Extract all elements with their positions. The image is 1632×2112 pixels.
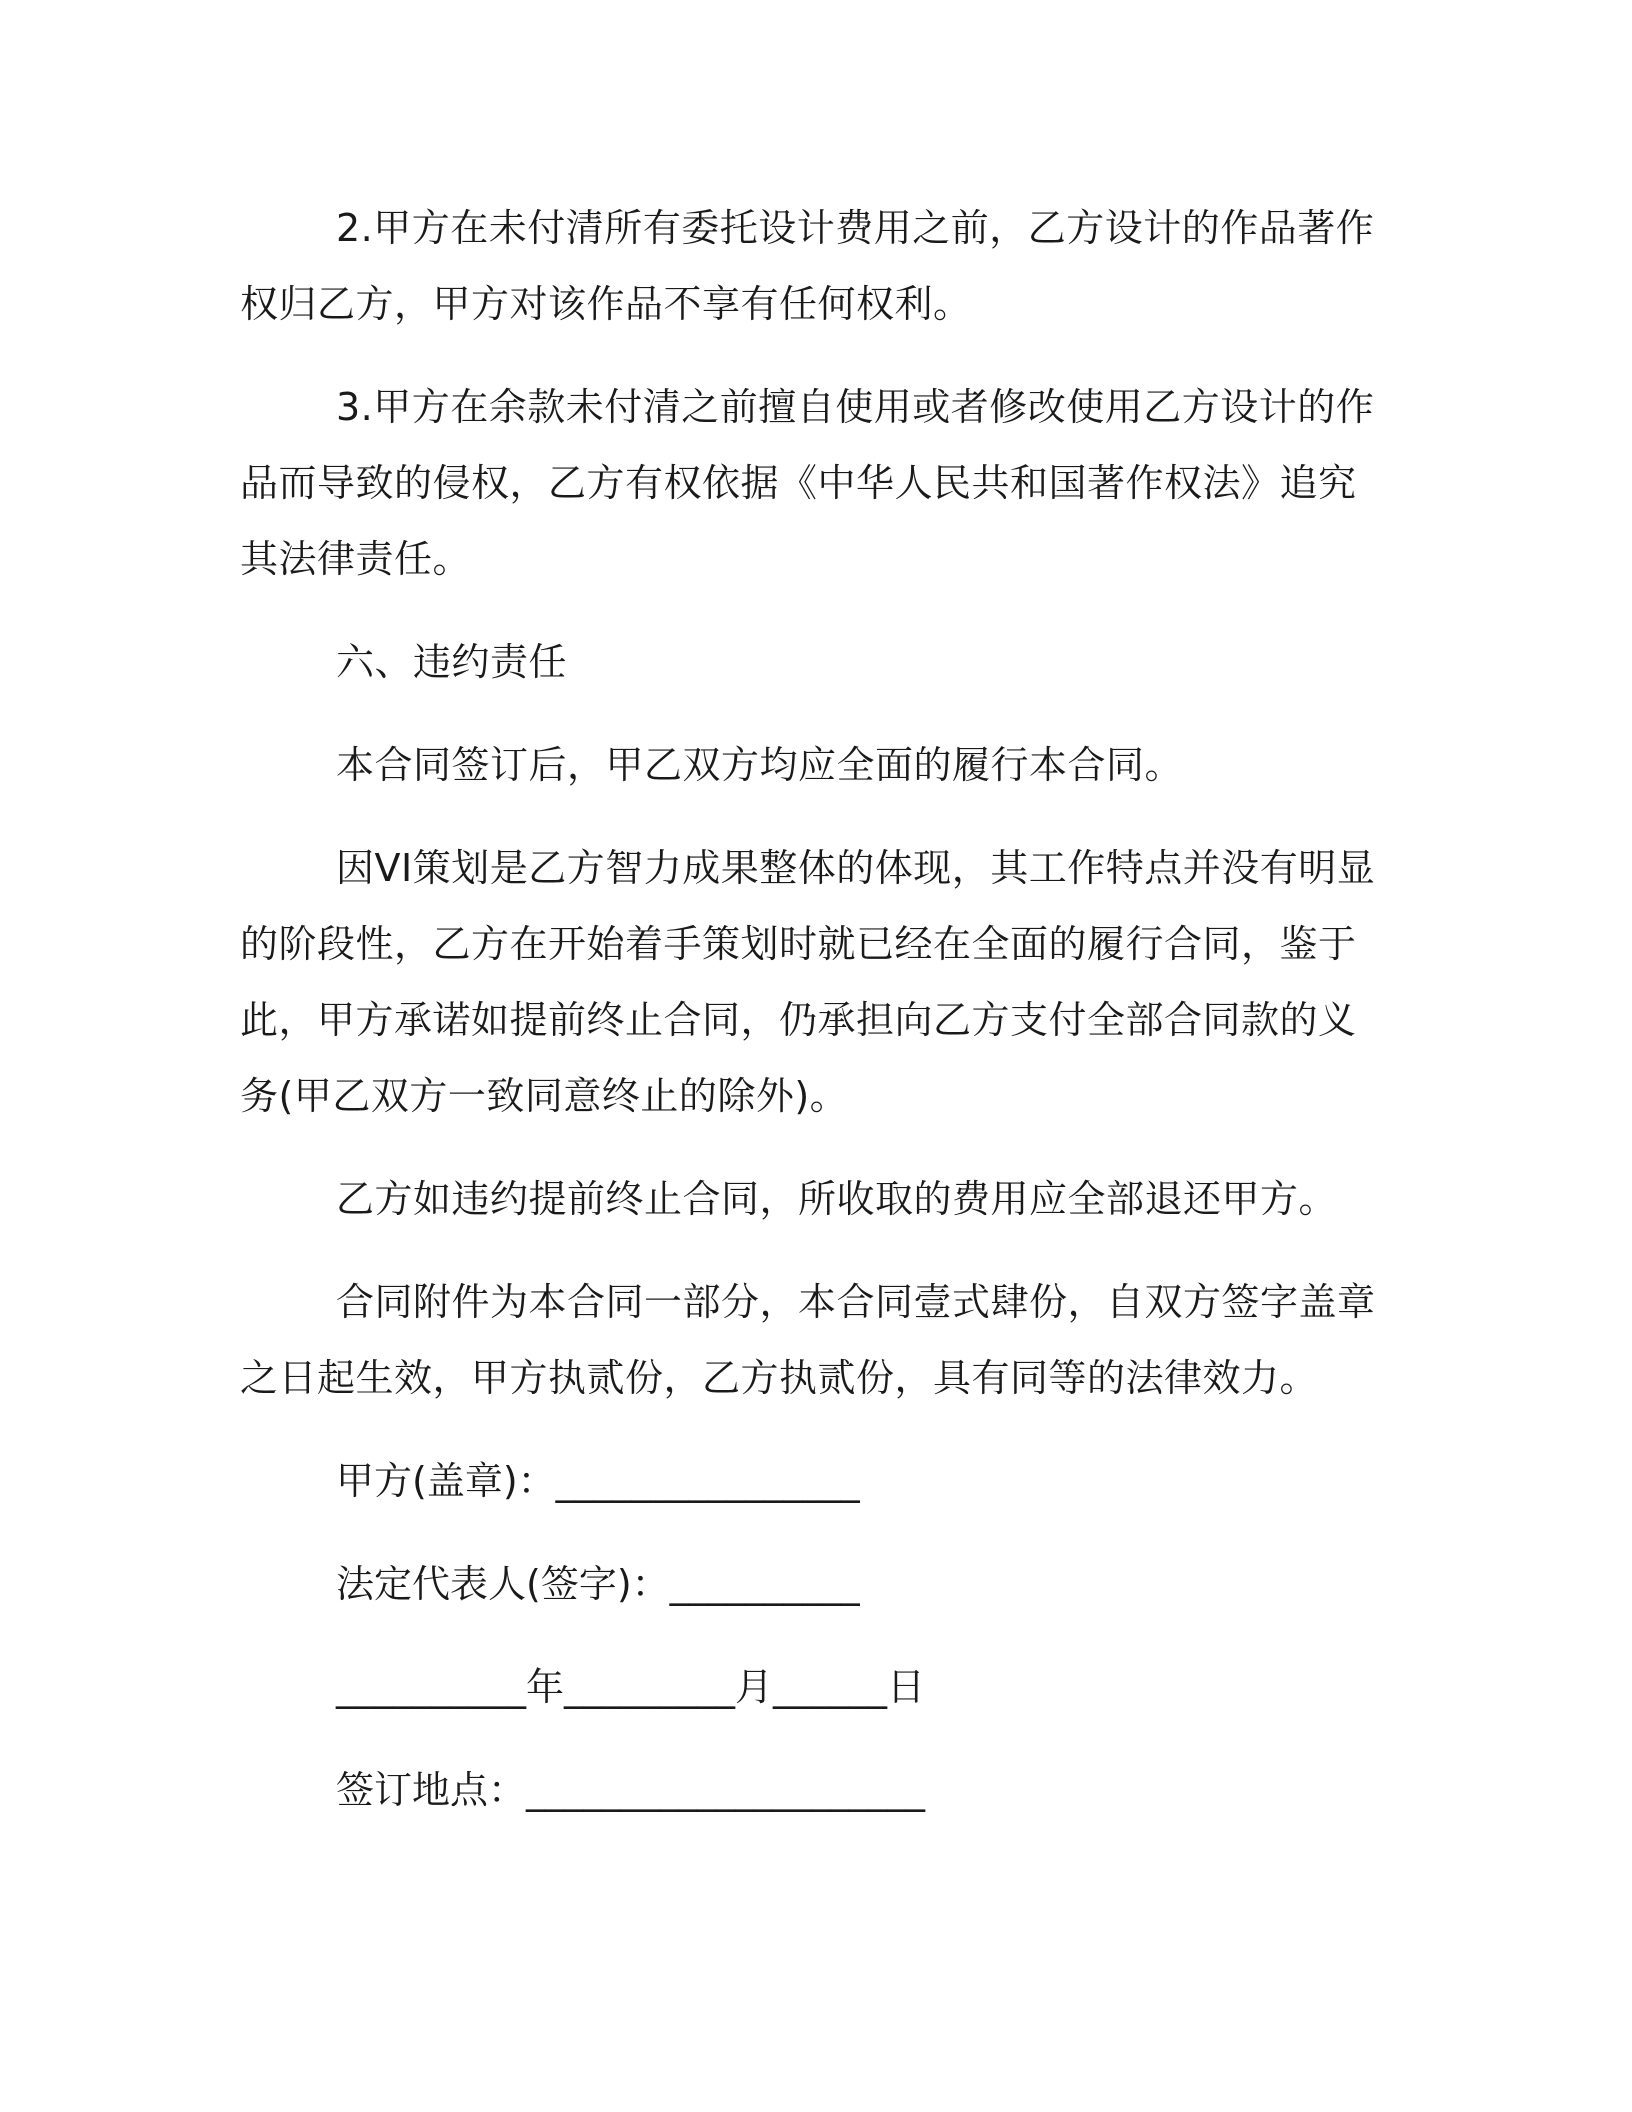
party-a-seal-field: 甲方(盖章)：________________ — [336, 1459, 860, 1503]
date-field: __________年_________月______日 — [336, 1665, 926, 1709]
refund-paragraph: 乙方如违约提前终止合同，所收取的费用应全部退还甲方。 — [336, 1177, 1338, 1221]
section-heading-breach-liability: 六、违约责任 — [336, 640, 568, 684]
clause-3-paragraph: 3.甲方在余款未付清之前擅自使用或者修改使用乙方设计的作品而导致的侵权，乙方有权依据《中华人民共和国著作权法》追究其法律责任。 — [240, 385, 1375, 581]
legal-representative-field: 法定代表人(签字)：__________ — [336, 1562, 860, 1606]
signing-location-field: 签订地点：_____________________ — [336, 1768, 926, 1812]
contract-fulfillment-paragraph: 本合同签订后，甲乙双方均应全面的履行本合同。 — [336, 743, 1184, 787]
vi-planning-paragraph: 因VI策划是乙方智力成果整体的体现，其工作特点并没有明显的阶段性，乙方在开始着手策划时就已经在全面的履行合同，鉴于此，甲方承诺如提前终止合同，仍承担向乙方支付全部合同款的义务(甲乙双方一致同意终止的除外)。 — [240, 846, 1376, 1118]
effectiveness-paragraph: 合同附件为本合同一部分，本合同壹式肆份，自双方签字盖章之日起生效，甲方执贰份，乙方执贰份，具有同等的法律效力。 — [240, 1280, 1376, 1400]
document-body — [240, 190, 1380, 1828]
clause-2-paragraph: 2.甲方在未付清所有委托设计费用之前，乙方设计的作品著作权归乙方，甲方对该作品不享有任何权利。 — [240, 206, 1375, 326]
